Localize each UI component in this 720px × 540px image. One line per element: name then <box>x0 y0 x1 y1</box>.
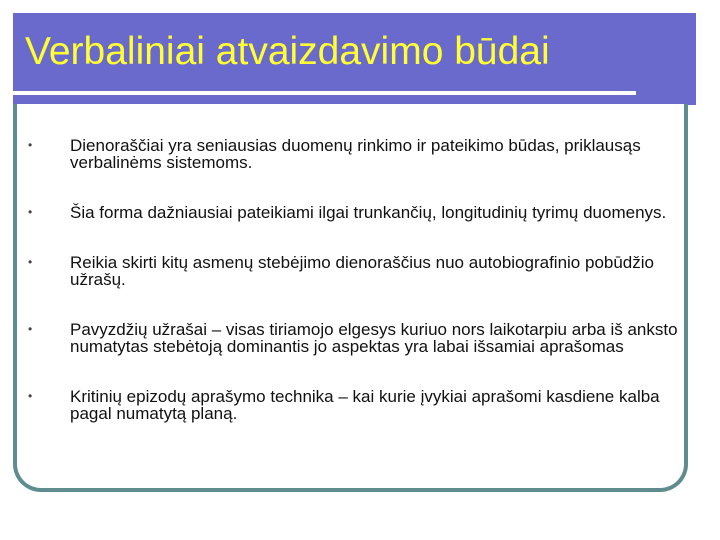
bullet-list <box>20 137 680 455</box>
bullet-dot-icon: • <box>28 389 33 403</box>
title-underline <box>13 91 636 95</box>
bullet-item-2 <box>20 204 680 221</box>
bullet-item-3 <box>20 254 680 288</box>
bullet-text-1: Dienoraščiai yra seniausias duomenų rinkimo ir pateikimo būdas, priklausąs verbalinėms sistemoms. <box>70 136 641 172</box>
slide-title: Verbaliniai atvaizdavimo būdai <box>25 30 550 73</box>
bullet-text-4: Pavyzdžių užrašai – visas tiriamojo elgesys kuriuo nors laikotarpiu arba iš anksto numatytas stebėtoją dominantis jo aspektas yra labai išsamiai aprašomas <box>70 320 678 356</box>
bullet-dot-icon: • <box>28 138 33 152</box>
bullet-dot-icon: • <box>28 322 33 336</box>
bullet-item-5 <box>20 388 680 422</box>
bullet-text-2: Šia forma dažniausiai pateikiami ilgai trunkančių, longitudinių tyrimų duomenys. <box>70 203 667 222</box>
bullet-dot-icon: • <box>28 255 33 269</box>
bullet-text-3: Reikia skirti kitų asmenų stebėjimo dienoraščius nuo autobiografinio pobūdžio užrašų. <box>70 253 654 289</box>
bullet-dot-icon: • <box>28 205 33 219</box>
bullet-item-1 <box>20 137 680 171</box>
bullet-text-5: Kritinių epizodų aprašymo technika – kai kurie įvykiai aprašomi kasdiene kalba pagal numatytą planą. <box>70 387 660 423</box>
bullet-item-4 <box>20 321 680 355</box>
